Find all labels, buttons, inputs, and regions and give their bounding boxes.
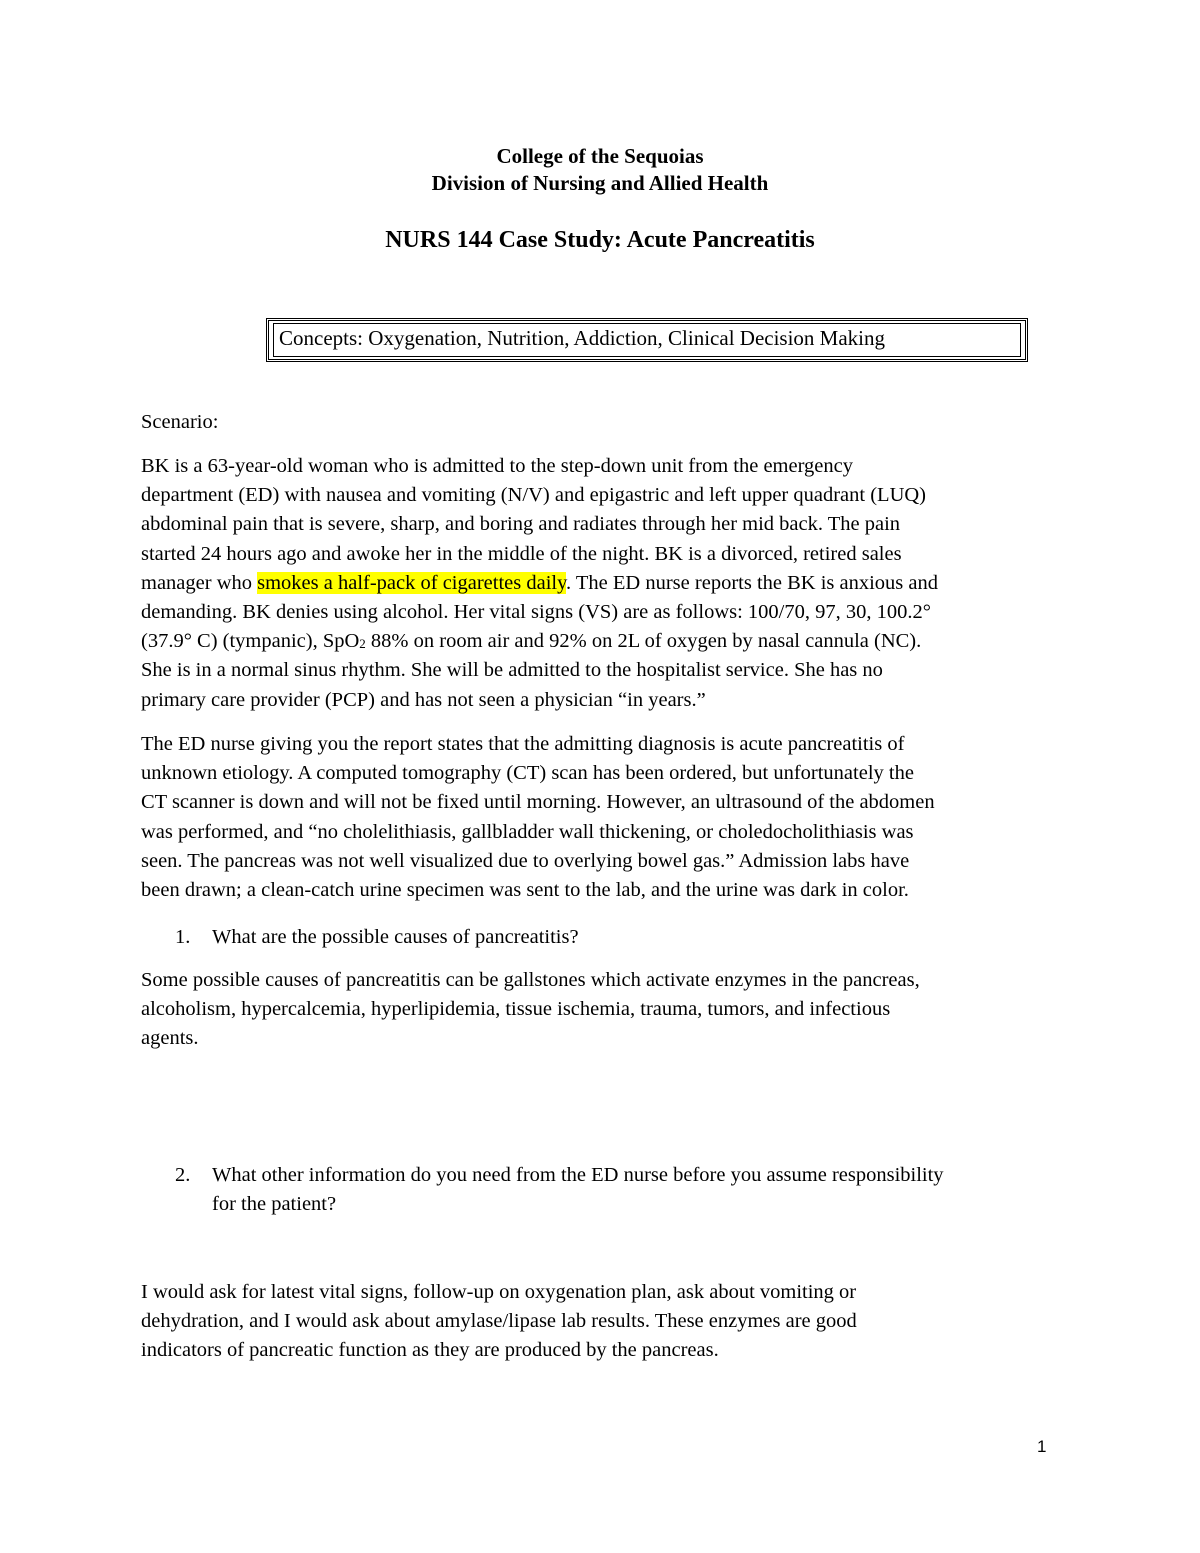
scenario-p1-line (141, 569, 1071, 598)
question-2-text-line-2: for the patient? (212, 1193, 337, 1215)
division-name: Division of Nursing and Allied Health (431, 171, 769, 195)
scenario-p2-line: CT scanner is down and will not be fixed until morning. However, an ultrasound of the abdomen (141, 791, 935, 814)
college-name: College of the Sequoias (496, 144, 704, 168)
scenario-p1-line: BK is a 63-year-old woman who is admitted to the step-down unit from the emergency (141, 455, 853, 477)
scenario-heading: Scenario: (141, 411, 219, 433)
scenario-paragraph-1 (141, 452, 1071, 715)
scenario-p2-line: was performed, and “no cholelithiasis, gallbladder wall thickening, or choledocholithiasis was (141, 820, 914, 843)
scenario-p2-line: unknown etiology. A computed tomography (CT) scan has been ordered, but unfortunately the (141, 762, 914, 785)
highlighted-smoking-text: smokes a half-pack of cigarettes daily (257, 571, 567, 594)
scenario-p1-line (141, 627, 1071, 656)
scenario-p1-line: demanding. BK denies using alcohol. Her vital signs (VS) are as follows: 100/70, 97, 30, 100.2° (141, 600, 931, 623)
scenario-p2-line: The ED nurse giving you the report states that the admitting diagnosis is acute pancreatitis of (141, 733, 905, 755)
scenario-p1-line: started 24 hours ago and awoke her in the middle of the night. BK is a divorced, retired sales (141, 542, 902, 565)
answer-1-line: agents. (141, 1027, 199, 1050)
scenario-p1-line: abdominal pain that is severe, sharp, and boring and radiates through her mid back. The pain (141, 513, 901, 536)
answer-2 (141, 1278, 1071, 1366)
question-1-text: What are the possible causes of pancreatitis? (212, 926, 579, 948)
scenario-p1-line7-pre: (37.9° C) (tympanic), SpO (141, 630, 360, 653)
scenario-p1-line: primary care provider (PCP) and has not seen a physician “in years.” (141, 688, 706, 711)
answer-1-line: Some possible causes of pancreatitis can be gallstones which activate enzymes in the pancreas, (141, 969, 920, 991)
scenario-p2-line: seen. The pancreas was not well visualized due to overlying bowel gas.” Admission labs have (141, 849, 910, 872)
answer-2-line: I would ask for latest vital signs, follow-up on oxygenation plan, ask about vomiting or (141, 1281, 857, 1303)
scenario-p1-line: She is in a normal sinus rhythm. She will be admitted to the hospitalist service. She has no (141, 659, 883, 682)
concepts-box (266, 318, 1028, 362)
question-1-number: 1. (175, 926, 191, 948)
concepts-text: Concepts: Oxygenation, Nutrition, Addiction, Clinical Decision Making (279, 326, 886, 350)
question-2-number: 2. (175, 1164, 191, 1186)
scenario-p1-line5-post: . The ED nurse reports the BK is anxious and (566, 571, 939, 594)
page-number: 1 (1037, 1437, 1047, 1456)
document-title: NURS 144 Case Study: Acute Pancreatitis (385, 227, 815, 253)
scenario-p1-line: department (ED) with nausea and vomiting (N/V) and epigastric and left upper quadrant (LUQ) (141, 484, 927, 507)
spo2-subscript: 2 (359, 636, 366, 652)
scenario-p1-line7-post: 88% on room air and 92% on 2L of oxygen by nasal cannula (NC). (365, 630, 922, 653)
scenario-paragraph-2 (141, 730, 1071, 905)
scenario-p2-line: been drawn; a clean-catch urine specimen was sent to the lab, and the urine was dark in color. (141, 878, 909, 901)
answer-1 (141, 966, 1071, 1054)
answer-1-line: alcoholism, hypercalcemia, hyperlipidemia, tissue ischemia, trauma, tumors, and infectious (141, 998, 891, 1021)
answer-2-line: dehydration, and I would ask about amylase/lipase lab results. These enzymes are good (141, 1310, 857, 1333)
question-2-text-line-1: What other information do you need from the ED nurse before you assume responsibility (212, 1164, 944, 1186)
answer-2-line: indicators of pancreatic function as they are produced by the pancreas. (141, 1339, 719, 1362)
scenario-p1-line5-pre: manager who (141, 571, 258, 594)
